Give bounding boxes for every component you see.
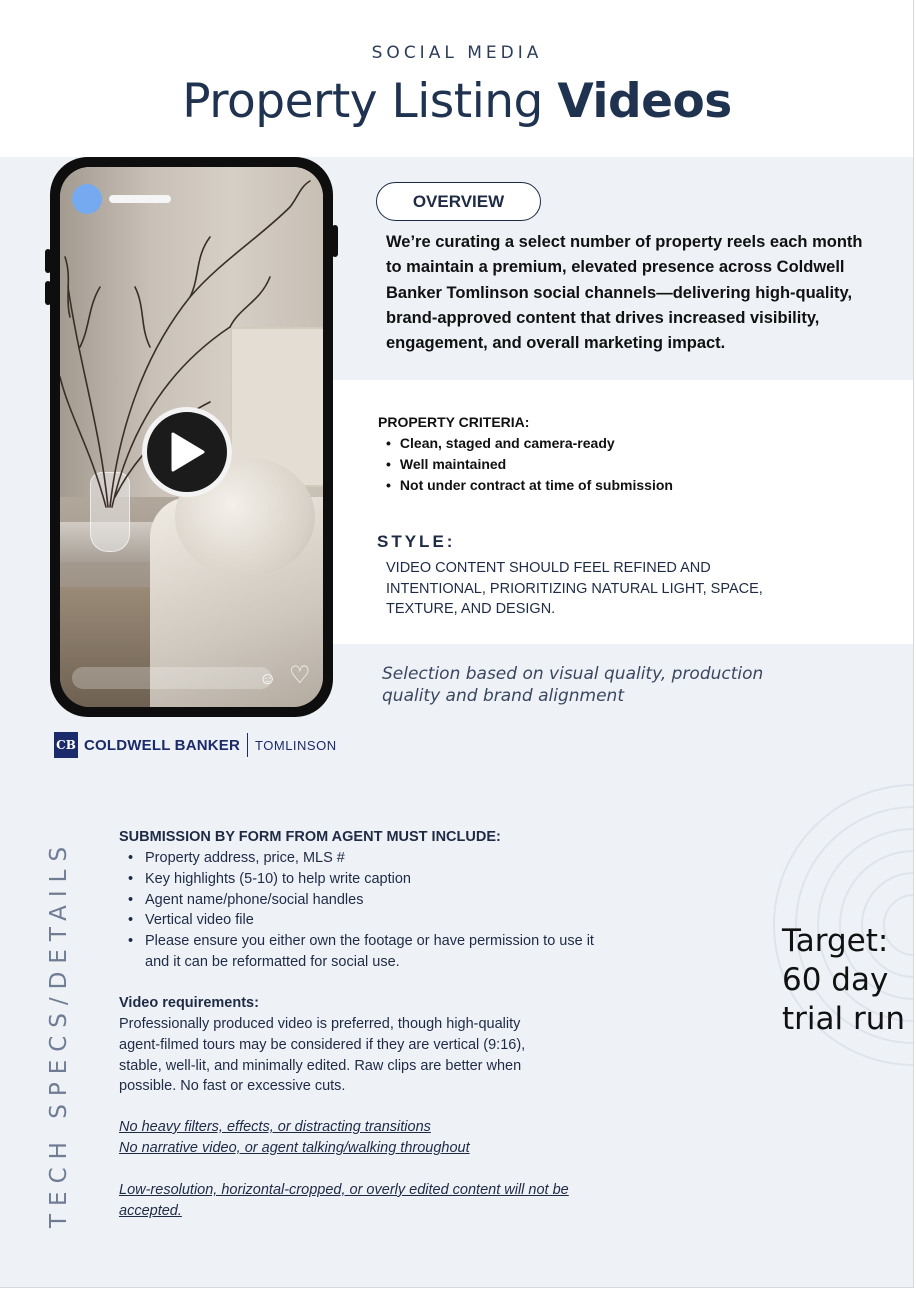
submission-list	[128, 848, 608, 973]
title-bold: Videos	[557, 74, 732, 129]
phone-button	[45, 281, 51, 305]
title-light: Property Listing	[182, 74, 558, 129]
logo-name: COLDWELL BANKER	[84, 736, 241, 754]
phone-mockup	[50, 157, 333, 717]
list-item: • Well maintained	[386, 454, 673, 475]
logo-divider	[247, 733, 248, 757]
selection-note: Selection based on visual quality, production quality and brand alignment	[382, 664, 764, 706]
tech-specs-label: TECH SPECS/DETAILS	[46, 838, 72, 1228]
list-item: • Please ensure you either own the footage or have permission to use it and it can be reformatted for social use.	[128, 931, 608, 973]
branches-illustration	[60, 167, 323, 567]
eyebrow-label: SOCIAL MEDIA	[371, 43, 543, 63]
smile-icon[interactable]: ☺	[259, 669, 277, 688]
criteria-title: PROPERTY CRITERIA:	[378, 414, 530, 430]
avatar	[72, 184, 102, 214]
overview-pill: OVERVIEW	[376, 182, 541, 221]
submission-title: SUBMISSION BY FORM FROM AGENT MUST INCLUDE:	[119, 829, 501, 845]
page-title	[0, 74, 914, 129]
style-title: STYLE:	[377, 532, 456, 551]
play-button[interactable]	[142, 407, 232, 497]
overview-text: We’re curating a select number of property reels each month to maintain a premium, elevated presence across Coldwell Banker Tomlinson social channels—delivering high-quality, brand-approved content that drives increased visibility, engagement, and overall marketing impact.	[386, 233, 863, 353]
video-thumbnail	[60, 167, 323, 707]
criteria-list	[386, 433, 673, 496]
play-icon	[167, 430, 207, 474]
list-item: • Vertical video file	[128, 910, 608, 931]
target-callout: Target: 60 day trial run	[782, 923, 906, 1037]
logo-sub: TOMLINSON	[255, 737, 337, 753]
restriction-note: No narrative video, or agent talking/walking throughout	[119, 1140, 470, 1156]
list-item: • Key highlights (5-10) to help write caption	[128, 869, 608, 890]
list-item: • Agent name/phone/social handles	[128, 890, 608, 911]
video-requirements-text: Professionally produced video is preferred, though high-quality agent-filmed tours may be considered if they are vertical (9:16), stable, well-lit, and minimally edited. Raw clips are better when possible. No fast or excessive cuts.	[119, 1016, 526, 1095]
heart-icon[interactable]: ♡	[289, 662, 311, 689]
video-requirements-title: Video requirements:	[119, 995, 259, 1011]
brand-logo	[54, 732, 337, 758]
phone-button	[332, 225, 338, 257]
restriction-note: No heavy filters, effects, or distracting transitions	[119, 1119, 431, 1135]
phone-button	[45, 249, 51, 273]
username-bar	[109, 195, 171, 203]
restriction-note: Low-resolution, horizontal-cropped, or overly edited content will not be accepted.	[119, 1182, 569, 1219]
list-item: • Property address, price, MLS #	[128, 848, 608, 869]
logo-mark: CB	[54, 732, 78, 758]
list-item: • Not under contract at time of submission	[386, 475, 673, 496]
comment-input[interactable]	[72, 667, 272, 689]
list-item: • Clean, staged and camera-ready	[386, 433, 673, 454]
style-text: VIDEO CONTENT SHOULD FEEL REFINED AND INTENTIONAL, PRIORITIZING NATURAL LIGHT, SPACE, TEXTURE, AND DESIGN.	[386, 560, 763, 617]
